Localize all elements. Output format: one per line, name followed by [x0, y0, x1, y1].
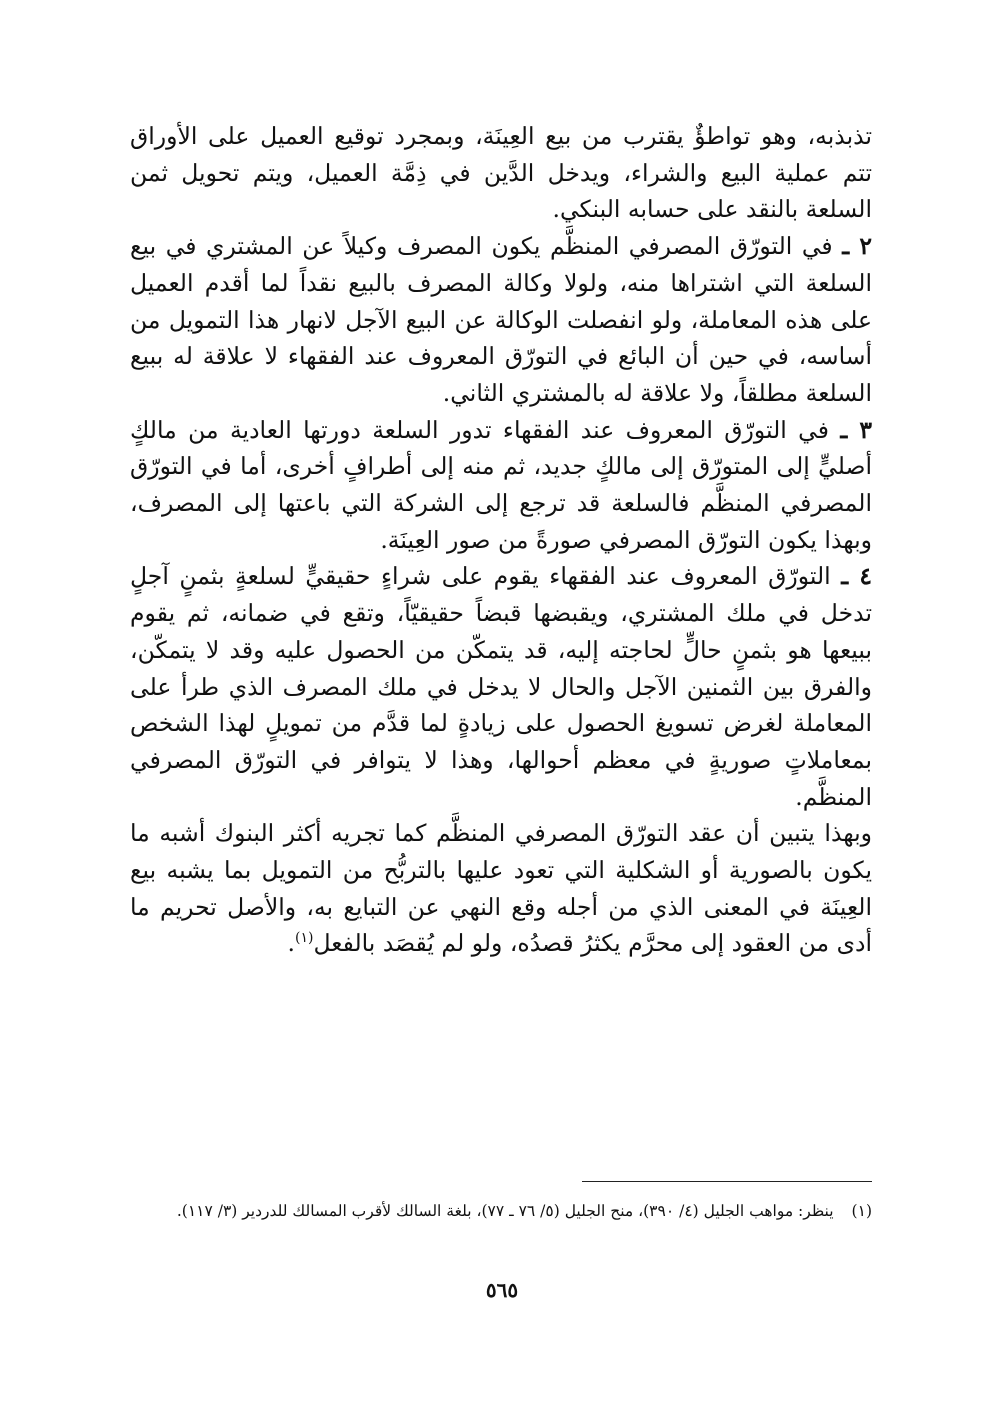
paragraph-3-text: في التورّق المعروف عند الفقهاء تدور السلعة دورتها العادية من مالكٍ أصليٍّ إلى المتورّق إلى مالكٍ جديد، ثم منه إلى أطرافٍ أخرى، أما في التورّق المصرفي المنظَّم فالسلعة قد ترجع إلى الشركة التي باعتها إلى المصرف، وبهذا يكون التورّق المصرفي صورةً من صور العِينَة.	[130, 415, 872, 554]
paragraph-4-text: التورّق المعروف عند الفقهاء يقوم على شراءٍ حقيقيٍّ لسلعةٍ بثمنٍ آجلٍ تدخل في ملك المشتري، ويقبضها قبضاً حقيقيّاً، وتقع في ضمانه، ثم يقوم ببيعها هو بثمنٍ حالٍّ لحاجته إليه، قد يتمكّن من الحصول عليه وقد لا يتمكّن، والفرق بين الثمنين الآجل والحال لا يدخل في ملك المصرف الذي طرأ على المعاملة لغرض تسويغ الحصول على زيادةٍ لما قدَّم من تمويلٍ لهذا الشخص بمعاملاتٍ صوريةٍ في معظم أحوالها، وهذا لا يتوافر في التورّق المصرفي المنظَّم.	[130, 562, 872, 811]
paragraph-point-3	[130, 412, 872, 559]
footnote-text: ينظر: مواهب الجليل (٤/ ٣٩٠)، منح الجليل (٥/ ٧٦ ـ ٧٧)، بلغة السالك لأقرب المسالك للدردير (٣/ ١١٧).	[176, 1202, 834, 1220]
page-number: ٥٦٥	[485, 1278, 519, 1302]
footnote-reference[interactable]: (١)	[295, 930, 314, 947]
paragraph-point-4	[130, 558, 872, 815]
paragraph-5-ending: .	[287, 929, 295, 958]
main-text	[130, 118, 872, 962]
point-number-3: ٣ ـ	[840, 415, 872, 444]
paragraph-point-2	[130, 228, 872, 412]
footnote	[130, 1196, 872, 1226]
point-number-4: ٤ ـ	[841, 562, 872, 591]
paragraph-5-text: وبهذا يتبين أن عقد التورّق المصرفي المنظَّم كما تجريه أكثر البنوك أشبه ما يكون بالصورية أو الشكلية التي تعود عليها بالتربُّح من التمويل بما يشبه بيع العِينَة في المعنى الذي من أجله وقع النهي عن التبايع به، والأصل تحريم ما أدى من العقود إلى محرَّم يكثرُ قصدُه، ولو لم يُقصَد بالفعل	[130, 819, 872, 958]
paragraph-conclusion	[130, 815, 872, 962]
footnote-marker: (١)	[851, 1202, 872, 1220]
footnote-separator	[582, 1181, 872, 1182]
paragraph-continuation	[130, 118, 872, 228]
point-number-2: ٢ ـ	[842, 232, 872, 261]
paragraph-2-text: في التورّق المصرفي المنظَّم يكون المصرف وكيلاً عن المشتري في بيع السلعة التي اشتراها منه، ولولا وكالة المصرف بالبيع نقداً لما أقدم العميل على هذه المعاملة، ولو انفصلت الوكالة عن البيع الآجل لانهار هذا التمويل من أساسه، في حين أن البائع في التورّق المعروف عند الفقهاء لا علاقة له ببيع السلعة مطلقاً، ولا علاقة له بالمشتري الثاني.	[130, 232, 872, 407]
paragraph-1-text: تذبذبه، وهو تواطؤٌ يقترب من بيع العِينَة، وبمجرد توقيع العميل على الأوراق تتم عملية البيع والشراء، ويدخل الدَّين في ذِمَّة العميل، ويتم تحويل ثمن السلعة بالنقد على حسابه البنكي.	[130, 122, 872, 224]
